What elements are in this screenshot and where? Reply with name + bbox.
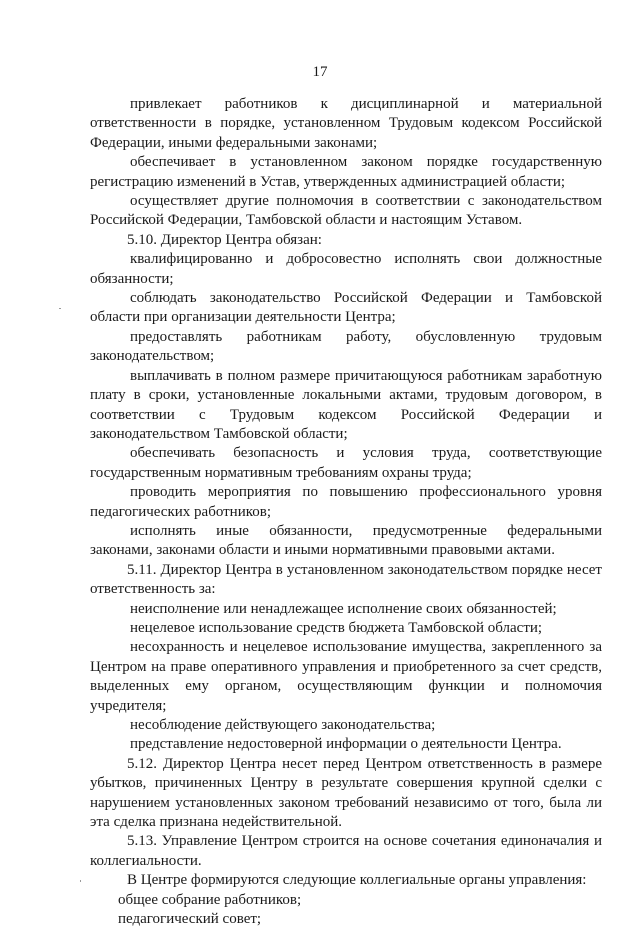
document-body [90, 95, 602, 929]
paragraph-misuse-budget: нецелевое использование средств бюджета Тамбовской области; [130, 619, 543, 636]
scan-mark-left-top [59, 308, 61, 309]
paragraph-property-safety: несохранность и нецелевое использование имущества, закрепленного за Центром на праве оперативного управления и приобретенного за счет средств, выделенных ему органом, осуществляющим функции и полномочия учредителя; [90, 639, 602, 714]
section-5-13-paragraph: 5.13. Управление Центром строится на основе сочетания единоначалия и коллегиальности. [90, 833, 602, 869]
section-5-11-heading: 5.11. Директор Центра в установленном законодательством порядке несет ответственность за: [90, 561, 602, 598]
paragraph-observe-legislation: соблюдать законодательство Российской Федерации и Тамбовской области при организации деятельности Центра; [90, 290, 602, 326]
section-5-12-paragraph: 5.12. Директор Центра несет перед Центром ответственность в размере убытков, причиненных Центру в результате совершения крупной сделки с нарушением установленных законом требований независимо от того, была ли эта сделка признана недействительной. [90, 755, 602, 831]
paragraph-other-obligations: исполнять иные обязанности, предусмотренные федеральными законами, законами области и иными нормативными правовыми актами. [90, 522, 602, 559]
section-5-10-heading: 5.10. Директор Центра обязан: [127, 231, 322, 248]
paragraph-ensure-safety: обеспечивать безопасность и условия труда, соответствующие государственным нормативным требованиям охраны труда; [90, 445, 602, 481]
paragraph-false-information: представление недостоверной информации о деятельности Центра. [130, 736, 562, 753]
paragraph-pedagogical-council: педагогический совет; [118, 911, 262, 928]
paragraph-pay-wages: выплачивать в полном размере причитающуюся работникам заработную плату в сроки, установленные локальными актами, трудовым договором, в соответствии с Трудовым кодексом Российской Федерации и законодательством Тамбовской области; [90, 367, 602, 442]
paragraph-provide-work: предоставлять работникам работу, обусловленную трудовым законодательством; [90, 328, 602, 365]
paragraph-state-registration: обеспечивает в установленном законом порядке государственную регистрацию изменений в Устав, утвержденных администрацией области; [90, 154, 602, 190]
scan-mark-left-bottom [80, 880, 81, 882]
paragraph-professional-development: проводить мероприятия по повышению профессионального уровня педагогических работников; [90, 484, 602, 520]
paragraph-non-performance: неисполнение или ненадлежащее исполнение своих обязанностей; [130, 600, 557, 617]
paragraph-collegial-bodies: В Центре формируются следующие коллегиальные органы управления: [127, 872, 587, 889]
paragraph-engage-workers: привлекает работников к дисциплинарной и материальной ответственности в порядке, установленном Трудовым кодексом Российской Федерации, иными федеральными законами; [90, 96, 602, 151]
paragraph-non-compliance: несоблюдение действующего законодательства; [130, 717, 436, 733]
page-number: 17 [312, 64, 328, 80]
paragraph-perform-duties: квалифицированно и добросовестно исполнять свои должностные обязанности; [90, 251, 602, 287]
paragraph-general-meeting: общее собрание работников; [118, 891, 302, 908]
paragraph-other-powers: осуществляет другие полномочия в соответствии с законодательством Российской Федерации, Тамбовской области и настоящим Уставом. [90, 193, 602, 229]
